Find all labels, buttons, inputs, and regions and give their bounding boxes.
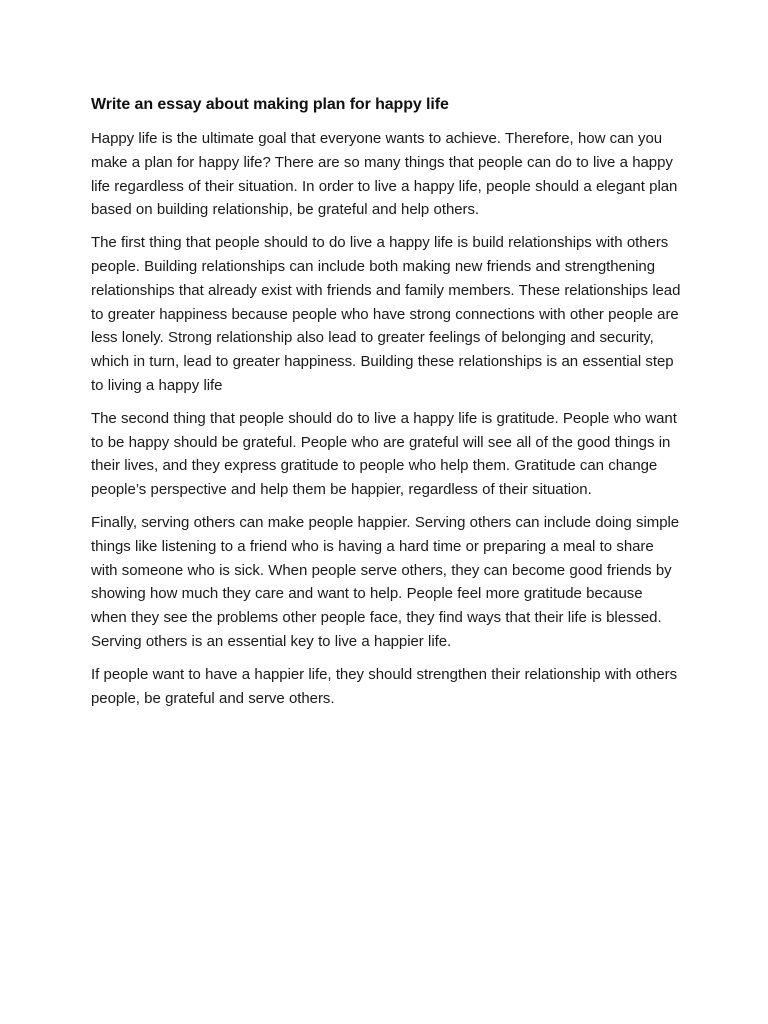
essay-title: Write an essay about making plan for happy life — [91, 96, 449, 113]
paragraph-serving-others: Finally, serving others can make people happier. Serving others can include doing simple things like listening to a friend who is having a hard time or preparing a meal to share with someone who is sick. When people serve others, they can become good friends by showing how much they care and want to help. People feel more gratitude because when they see the problems other people face, they find ways that their life is blessed. Serving others is an essential key to live a happier life. — [91, 513, 680, 650]
paragraph-intro: Happy life is the ultimate goal that everyone wants to achieve. Therefore, how can you make a plan for happy life? There are so many things that people can do to live a happy life regardless of their situation. In order to live a happy life, people should a elegant plan based on building relationship, be grateful and help others. — [91, 130, 678, 219]
essay-body — [91, 93, 681, 719]
paragraph-gratitude: The second thing that people should do to live a happy life is gratitude. People who want to be happy should be grateful. People who are grateful will see all of the good things in their lives, and they express gratitude to people who help them. Gratitude can change people’s perspective and help them be happier, regardless of their situation. — [91, 409, 677, 499]
paragraph-relationships: The first thing that people should to do live a happy life is build relationships with others people. Building relationships can include both making new friends and strengthening relationships that already exist with friends and family members. These relationships lead to greater happiness because people who have strong connections with other people are less lonely. Strong relationship also lead to greater feelings of belonging and security, which in turn, lead to greater happiness. Building these relationships is an essential step to living a happy life — [91, 234, 681, 394]
paragraph-conclusion: If people want to have a happier life, they should strengthen their relationship with others people, be grateful and serve others. — [91, 665, 678, 707]
